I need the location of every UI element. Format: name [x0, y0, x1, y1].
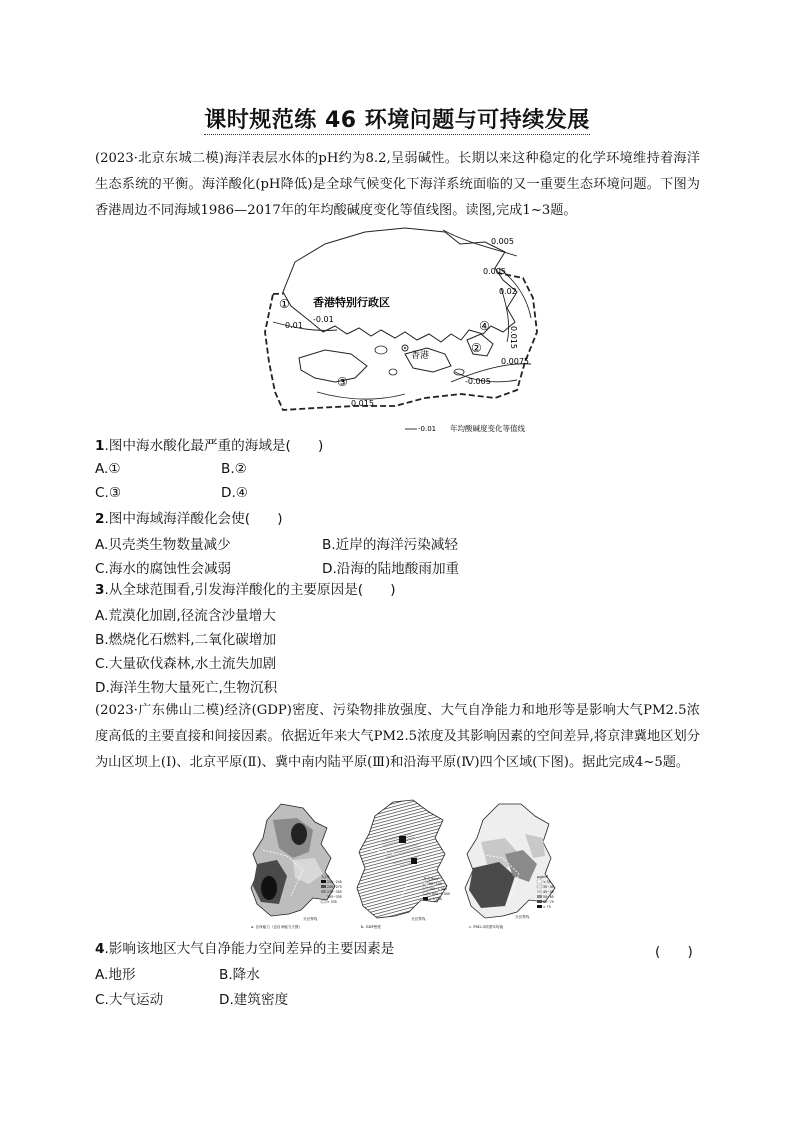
option-4d[interactable]: D.建筑密度 [219, 992, 289, 1008]
boundary-label: 分区界线 [411, 917, 426, 921]
question-3 [95, 579, 396, 601]
isoline-label: -0.01 [313, 315, 334, 324]
answer-paren: ( ) [655, 944, 693, 960]
lantau-island [299, 350, 367, 382]
isoline-label: 0.015 [351, 399, 374, 408]
area-label: ④ [479, 319, 490, 333]
map-caption: a. 自净能力（良自净能力天数） [251, 925, 303, 929]
isoline-label: 0.01 [285, 321, 303, 330]
legend-item: > 75 [543, 905, 551, 909]
region-label: 香港特别行政区 [313, 296, 390, 309]
option-1b[interactable]: B.② [221, 461, 247, 477]
legend-item: 50~100 [429, 882, 442, 886]
city-label: 香港 [411, 351, 430, 361]
question-stem: .从全球范围看,引发海洋酸化的主要原因是( ) [104, 582, 396, 598]
intro-paragraph-1: (2023·北京东城二模)海洋表层水体的pH约为8.2,呈弱碱性。长期以来这种稳定的化学环境维持着海洋生态系统的平衡。海洋酸化(pH降低)是全球气候变化下海洋系统面临的又一重要生态环境问题。下图为香港周边不同海域1986—2017年的年均酸碱度变化等值线图。读图,完成1~3题。 [95, 151, 700, 218]
isoline-label: 0.005 [483, 267, 506, 276]
isoline-label: -0.005 [465, 377, 491, 386]
legend-item: 35~45 [543, 885, 554, 889]
legend-item: 215~245 [327, 880, 342, 884]
option-3c[interactable]: C.大量砍伐森林,水土流失加剧 [95, 656, 277, 672]
option-2a[interactable]: A.贝壳类生物数量减少 [95, 537, 231, 553]
option-4b[interactable]: B.降水 [219, 967, 260, 983]
question-number: 4 [95, 941, 105, 957]
page-title-text: 课时规范练 46 环境问题与可持续发展 [204, 108, 590, 133]
legend-item: 45~55 [543, 890, 554, 894]
legend-item: 55~65 [543, 895, 554, 899]
legend-item: 305~335 [327, 895, 342, 899]
legend-text: 年均酸碱度变化等值线 [450, 424, 525, 433]
isoline-label: 0.005 [491, 237, 514, 246]
intro-paragraph-2: (2023·广东佛山二模)经济(GDP)密度、污染物排放强度、大气自净能力和地形等是影响大气PM2.5浓度高低的主要直接和间接因素。依据近年来大气PM2.5浓度及其影响因素的空间差异,将京津冀地区划分为山区坝上(Ⅰ)、北京平原(Ⅱ)、冀中南内陆平原(Ⅲ)和沿海平原(Ⅳ)四个区域(下图)。据此完成4~5题。 [95, 703, 700, 770]
option-4a[interactable]: A.地形 [95, 967, 136, 983]
boundary-label: 分区界线 [515, 915, 530, 919]
map-caption: b. GDP密度 [361, 925, 381, 929]
option-3a[interactable]: A.荒漠化加剧,径流含沙量增大 [95, 608, 276, 624]
area-label: ③ [337, 375, 348, 389]
legend-title: 万元/km² [423, 876, 440, 881]
question-number: 3 [95, 582, 105, 598]
legend-item: < 35 [543, 880, 551, 884]
option-2c[interactable]: C.海水的腐蚀性会减弱 [95, 561, 232, 577]
legend-line-value: -0.01 [418, 425, 437, 433]
legend-item: > 5 000 [429, 897, 442, 901]
question-stem: .图中海域海洋酸化会使( ) [104, 511, 283, 527]
question-1 [95, 435, 323, 457]
question-number: 2 [95, 511, 105, 527]
area-label: ① [279, 297, 290, 311]
question-4 [95, 938, 394, 960]
legend-title: μg/m³ [537, 874, 549, 879]
option-3b[interactable]: B.燃烧化石燃料,二氧化碳增加 [95, 632, 277, 648]
option-4c[interactable]: C.大气运动 [95, 992, 164, 1008]
jingjinji-map-b [351, 796, 455, 934]
legend-item: 1 000~5 000 [429, 892, 450, 896]
question-2 [95, 508, 283, 530]
option-2b[interactable]: B.近岸的海洋污染减轻 [322, 537, 458, 553]
option-3d[interactable]: D.海洋生物大量死亡,生物沉积 [95, 680, 278, 696]
area-label: ② [471, 341, 482, 355]
legend-item: 245~275 [327, 885, 342, 889]
hong-kong-acidity-map [255, 222, 545, 434]
option-1c[interactable]: C.③ [95, 485, 121, 501]
question-stem: .影响该地区大气自净能力空间差异的主要因素是 [104, 941, 395, 957]
isoline-label: 0.0075 [501, 357, 529, 366]
jingjinji-map-c [459, 798, 565, 934]
option-1a[interactable]: A.① [95, 461, 121, 477]
legend-item: 65~75 [543, 900, 554, 904]
map-caption: c. PM2.5浓度年均值 [469, 925, 504, 929]
legend-item: 100~1 000 [429, 887, 447, 891]
isoline-label: 0.015 [509, 326, 518, 349]
boundary-label: 分区界线 [303, 917, 318, 921]
option-2d[interactable]: D.沿海的陆地酸雨加重 [322, 561, 460, 577]
question-stem: .图中海水酸化最严重的海域是( ) [104, 438, 324, 454]
isoline-label: 0.02 [499, 287, 517, 296]
jingjinji-map-a [243, 800, 347, 934]
legend-title: 天/年 [321, 874, 330, 879]
page-title [0, 103, 794, 134]
option-1d[interactable]: D.④ [221, 485, 248, 501]
legend-item: > 335 [327, 900, 337, 904]
question-number: 1 [95, 438, 105, 454]
legend-item: 275~305 [327, 890, 342, 894]
